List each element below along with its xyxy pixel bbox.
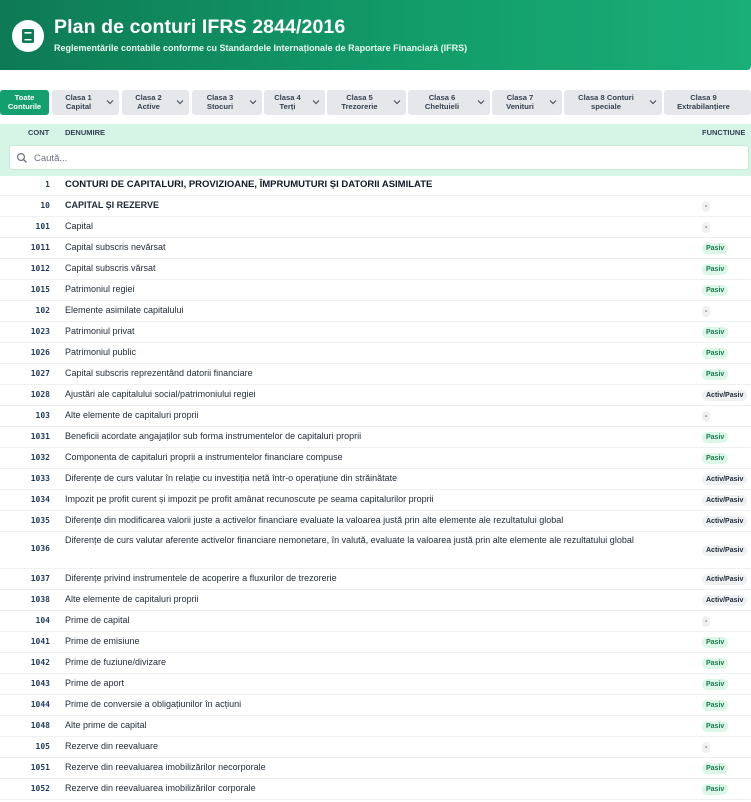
account-name: Prime de capital <box>65 615 130 625</box>
table-row[interactable] <box>0 511 751 532</box>
function-badge: - <box>702 201 710 212</box>
account-name: Prime de fuziune/divizare <box>65 657 167 667</box>
tab-label-line2: Trezorerie <box>341 102 378 111</box>
account-name: Rezerve din reevaluarea imobilizărilor corporale <box>65 783 256 793</box>
function-badge: Pasiv <box>702 243 728 254</box>
function-badge: Pasiv <box>702 679 728 690</box>
tab-label-line1: Clasa 4 <box>274 93 301 102</box>
table-row[interactable] <box>0 469 751 490</box>
tab-class-6[interactable] <box>408 90 490 115</box>
tab-label-line1: Toate <box>14 93 35 102</box>
function-badge: Activ/Pasiv <box>702 574 747 585</box>
function-badge: Activ/Pasiv <box>702 595 747 606</box>
account-name: Diferențe de curs valutar în relație cu investiția netă într-o operațiune din străinătate <box>65 473 398 483</box>
account-name: Prime de conversie a obligațiunilor în acțiuni <box>65 699 242 709</box>
search-box <box>9 145 749 170</box>
book-icon <box>12 20 44 52</box>
table-row[interactable] <box>0 364 751 385</box>
table-row[interactable] <box>0 406 751 427</box>
chevron-down-icon <box>392 97 402 107</box>
chevron-down-icon <box>311 97 321 107</box>
table-row[interactable] <box>0 653 751 674</box>
account-code: 1048 <box>30 721 50 730</box>
tab-class-5[interactable] <box>327 90 406 115</box>
account-code: 1015 <box>30 285 50 294</box>
tab-label-line1: Clasa 1 <box>65 93 92 102</box>
account-code: 1041 <box>30 637 50 646</box>
account-name: Elemente asimilate capitalului <box>65 305 184 315</box>
table-row[interactable] <box>0 674 751 695</box>
tab-label-line1: Clasa 2 <box>135 93 162 102</box>
account-name: Beneficii acordate angajaților sub forma instrumentelor de capitaluri proprii <box>65 431 362 441</box>
chevron-down-icon <box>248 97 258 107</box>
tab-label-line2: Extrabilanțiere <box>677 102 730 111</box>
tab-label-line2: speciale <box>591 102 621 111</box>
page-title: Plan de conturi IFRS 2844/2016 <box>54 16 346 38</box>
account-code: 1033 <box>30 474 50 483</box>
function-badge: Activ/Pasiv <box>702 474 747 485</box>
account-name: Capital <box>65 221 94 231</box>
table-row[interactable] <box>0 196 751 217</box>
tab-label-line1: Clasa 7 <box>506 93 534 102</box>
account-name: Alte prime de capital <box>65 720 147 730</box>
account-code: 105 <box>35 742 50 751</box>
account-name: Diferențe de curs valutar aferente activelor financiare nemonetare, în valută, evaluate la valoarea justă prin alte elemente ale rezultatului global <box>65 535 634 545</box>
tab-class-8[interactable] <box>564 90 662 115</box>
tab-class-9[interactable] <box>664 90 751 115</box>
account-name: Alte elemente de capitaluri proprii <box>65 410 199 420</box>
tab-class-4[interactable] <box>264 90 325 115</box>
function-badge: - <box>702 306 710 317</box>
chevron-down-icon <box>476 97 486 107</box>
page-header <box>0 0 751 70</box>
tab-label-line2: Active <box>137 102 160 111</box>
tab-label-line1: Clasa 8 Conturi <box>578 93 634 102</box>
table-row[interactable] <box>0 779 751 800</box>
account-name: Capital subscris nevărsat <box>65 242 166 252</box>
table-row[interactable] <box>0 280 751 301</box>
tab-label-line2: Conturile <box>7 102 42 111</box>
account-name: Patrimoniul public <box>65 347 137 357</box>
account-code: 1011 <box>30 243 50 252</box>
table-row[interactable] <box>0 490 751 511</box>
chevron-down-icon <box>175 97 185 107</box>
tab-label-line1: Clasa 3 <box>206 93 234 102</box>
tab-label-line2: Capital <box>65 102 92 111</box>
account-code: 103 <box>35 411 50 420</box>
account-code: 104 <box>35 616 50 625</box>
account-code: 101 <box>35 222 50 231</box>
column-header-denumire: DENUMIRE <box>65 128 106 137</box>
tab-label-line2: Venituri <box>506 102 534 111</box>
account-code: 1028 <box>30 390 50 399</box>
account-code: 1044 <box>30 700 50 709</box>
account-name: Prime de emisiune <box>65 636 140 646</box>
table-row[interactable] <box>0 569 751 590</box>
function-badge: Activ/Pasiv <box>702 545 747 556</box>
account-code: 1052 <box>30 784 50 793</box>
table-row[interactable] <box>0 175 751 196</box>
function-badge: Pasiv <box>702 285 728 296</box>
account-name: Rezerve din reevaluarea imobilizărilor necorporale <box>65 762 266 772</box>
function-badge: Pasiv <box>702 637 728 648</box>
column-header-cont: CONT <box>28 128 50 137</box>
account-code: 1031 <box>30 432 50 441</box>
table-row[interactable] <box>0 343 751 364</box>
column-header-functiune: FUNCTIUNE <box>702 128 746 137</box>
account-name: Ajustări ale capitalului social/patrimoniului regiei <box>65 389 256 399</box>
table-row[interactable] <box>0 737 751 758</box>
function-badge: - <box>702 411 710 422</box>
account-code: 1023 <box>30 327 50 336</box>
class-tabs <box>0 90 751 116</box>
account-code: 1036 <box>30 544 50 553</box>
function-badge: Activ/Pasiv <box>702 390 747 401</box>
account-code: 1042 <box>30 658 50 667</box>
function-badge: Pasiv <box>702 453 728 464</box>
tab-label-line2: Cheltuieli <box>424 102 460 111</box>
tab-class-1[interactable] <box>52 90 119 115</box>
table-row[interactable] <box>0 322 751 343</box>
search-icon <box>16 152 28 164</box>
table-row[interactable] <box>0 611 751 632</box>
function-badge: Pasiv <box>702 369 728 380</box>
table-row[interactable] <box>0 301 751 322</box>
tab-class-2[interactable] <box>122 90 189 115</box>
account-code: 1012 <box>30 264 50 273</box>
account-code: 1 <box>45 180 50 189</box>
account-code: 1026 <box>30 348 50 357</box>
account-name: Diferențe privind instrumentele de acoperire a fluxurilor de trezorerie <box>65 573 337 583</box>
function-badge: Pasiv <box>702 700 728 711</box>
account-code: 1032 <box>30 453 50 462</box>
account-name: CONTURI DE CAPITALURI, PROVIZIOANE, ÎMPRUMUTURI ȘI DATORII ASIMILATE <box>65 179 433 190</box>
chevron-down-icon <box>648 97 658 107</box>
table-header <box>0 124 751 176</box>
function-badge: Pasiv <box>702 348 728 359</box>
account-code: 1035 <box>30 516 50 525</box>
table-row[interactable] <box>0 427 751 448</box>
table-row[interactable] <box>0 632 751 653</box>
function-badge: Pasiv <box>702 432 728 443</box>
account-name: Diferențe din modificarea valorii juste a activelor financiare evaluate la valoarea justă prin alte elemente ale rezultatului global <box>65 515 564 525</box>
table-row[interactable] <box>0 758 751 779</box>
account-name: Alte elemente de capitaluri proprii <box>65 594 199 604</box>
account-name: Patrimoniul privat <box>65 326 135 336</box>
table-row[interactable] <box>0 259 751 280</box>
function-badge: Pasiv <box>702 264 728 275</box>
function-badge: - <box>702 742 710 753</box>
account-code: 1043 <box>30 679 50 688</box>
table-row[interactable] <box>0 385 751 406</box>
function-badge: Activ/Pasiv <box>702 516 747 527</box>
accounts-table <box>0 175 751 800</box>
account-name: Impozit pe profit curent și impozit pe profit amânat recunoscute pe seama capitalurilor proprii <box>65 494 434 504</box>
table-row[interactable] <box>0 217 751 238</box>
account-code: 1051 <box>30 763 50 772</box>
function-badge: Pasiv <box>702 784 728 795</box>
function-badge: Pasiv <box>702 721 728 732</box>
table-row[interactable] <box>0 238 751 259</box>
account-code: 10 <box>40 201 50 210</box>
account-name: Rezerve din reevaluare <box>65 741 159 751</box>
account-name: Patrimoniul regiei <box>65 284 135 294</box>
account-code: 1034 <box>30 495 50 504</box>
page-subtitle: Reglementările contabile conforme cu Standardele Internaționale de Raportare Financiară (IFRS) <box>54 43 468 53</box>
table-row[interactable] <box>0 695 751 716</box>
function-badge: Pasiv <box>702 658 728 669</box>
tab-label-line1: Clasa 5 <box>346 93 373 102</box>
chevron-down-icon <box>548 97 558 107</box>
account-name: CAPITAL ȘI REZERVE <box>65 200 160 210</box>
search-input[interactable] <box>34 150 734 166</box>
tab-label-line2: Terți <box>279 102 296 111</box>
tab-label-line2: Stocuri <box>206 102 234 111</box>
tab-class-3[interactable] <box>192 90 262 115</box>
tab-label-line1: Clasa 6 <box>428 93 456 102</box>
tab-all-accounts[interactable] <box>0 90 49 115</box>
account-name: Capital subscris vărsat <box>65 263 156 273</box>
function-badge: - <box>702 616 710 627</box>
account-code: 102 <box>35 306 50 315</box>
account-code: 1027 <box>30 369 50 378</box>
function-badge: - <box>702 222 710 233</box>
account-name: Componenta de capitaluri proprii a instrumentelor financiare compuse <box>65 452 343 462</box>
table-row[interactable] <box>0 448 751 469</box>
account-name: Capital subscris reprezentând datorii financiare <box>65 368 253 378</box>
account-name: Prime de aport <box>65 678 125 688</box>
function-badge: Pasiv <box>702 327 728 338</box>
tab-label-line1: Clasa 9 <box>690 93 717 102</box>
table-row[interactable] <box>0 590 751 611</box>
tab-class-7[interactable] <box>492 90 562 115</box>
function-badge: Activ/Pasiv <box>702 495 747 506</box>
chevron-down-icon <box>105 97 115 107</box>
table-row[interactable] <box>0 532 751 569</box>
account-code: 1038 <box>30 595 50 604</box>
table-row[interactable] <box>0 716 751 737</box>
account-code: 1037 <box>30 574 50 583</box>
function-badge: Pasiv <box>702 763 728 774</box>
